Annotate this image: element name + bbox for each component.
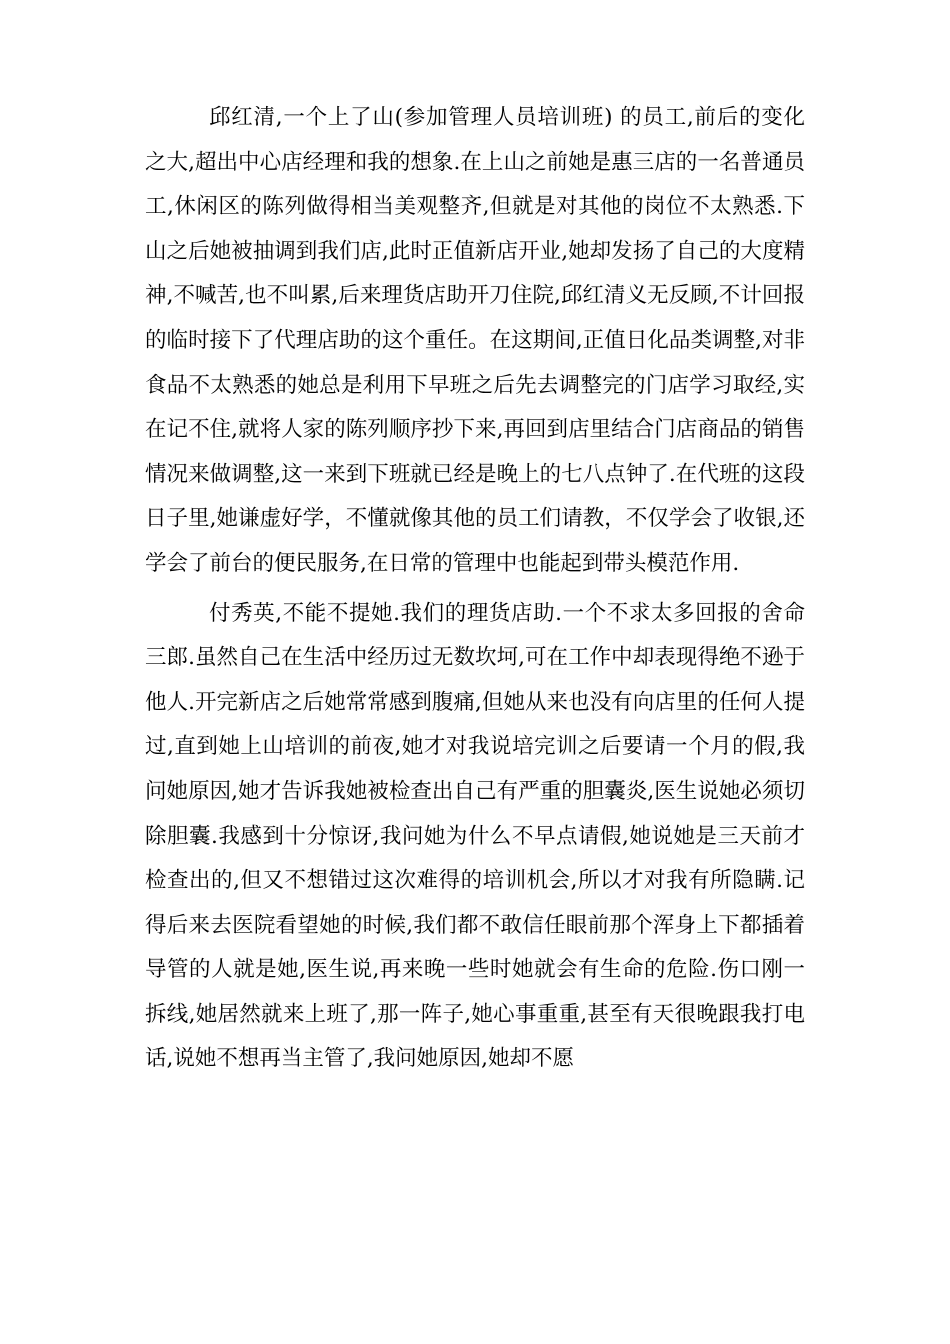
- paragraph-qiu-hongqing: 邱红清,一个上了山(参加管理人员培训班) 的员工,前后的变化之大,超出中心店经理和我的想象.在上山之前她是惠三店的一名普通员工,休闲区的陈列做得相当美观整齐,但就是对其他的岗位不太熟悉.下山之后她被抽调到我们店,此时正值新店开业,她却发扬了自己的大度精神,不喊苦,也不叫累,后来理货店助开刀住院,邱红清义无反顾,不计回报的临时接下了代理店助的这个重任。在这期间,正值日化品类调整,对非食品不太熟悉的她总是利用下早班之后先去调整完的门店学习取经,实在记不住,就将人家的陈列顺序抄下来,再回到店里结合门店商品的销售情况来做调整,这一来到下班就已经是晚上的七八点钟了.在代班的这段日子里,她谦虚好学，不懂就像其他的员工们请教，不仅学会了收银,还学会了前台的便民服务,在日常的管理中也能起到带头模范作用.: [145, 105, 805, 576]
- paragraph-fu-xiuying: 付秀英,不能不提她.我们的理货店助.一个不求太多回报的舍命三郎.虽然自己在生活中经历过无数坎坷,可在工作中却表现得绝不逊于他人.开完新店之后她常常感到腹痛,但她从来也没有向店里的任何人提过,直到她上山培训的前夜,她才对我说培完训之后要请一个月的假,我问她原因,她才告诉我她被检查出自己有严重的胆囊炎,医生说她必须切除胆囊.我感到十分惊讶,我问她为什么不早点请假,她说她是三天前才检查出的,但又不想错过这次难得的培训机会,所以才对我有所隐瞒.记得后来去医院看望她的时候,我们都不敢信任眼前那个浑身上下都插着导管的人就是她,医生说,再来晚一些时她就会有生命的危险.伤口刚一拆线,她居然就来上班了,那一阵子,她心事重重,甚至有天很晚跟我打电话,说她不想再当主管了,我问她原因,她却不愿: [145, 600, 805, 1072]
- document-page: [145, 96, 805, 1082]
